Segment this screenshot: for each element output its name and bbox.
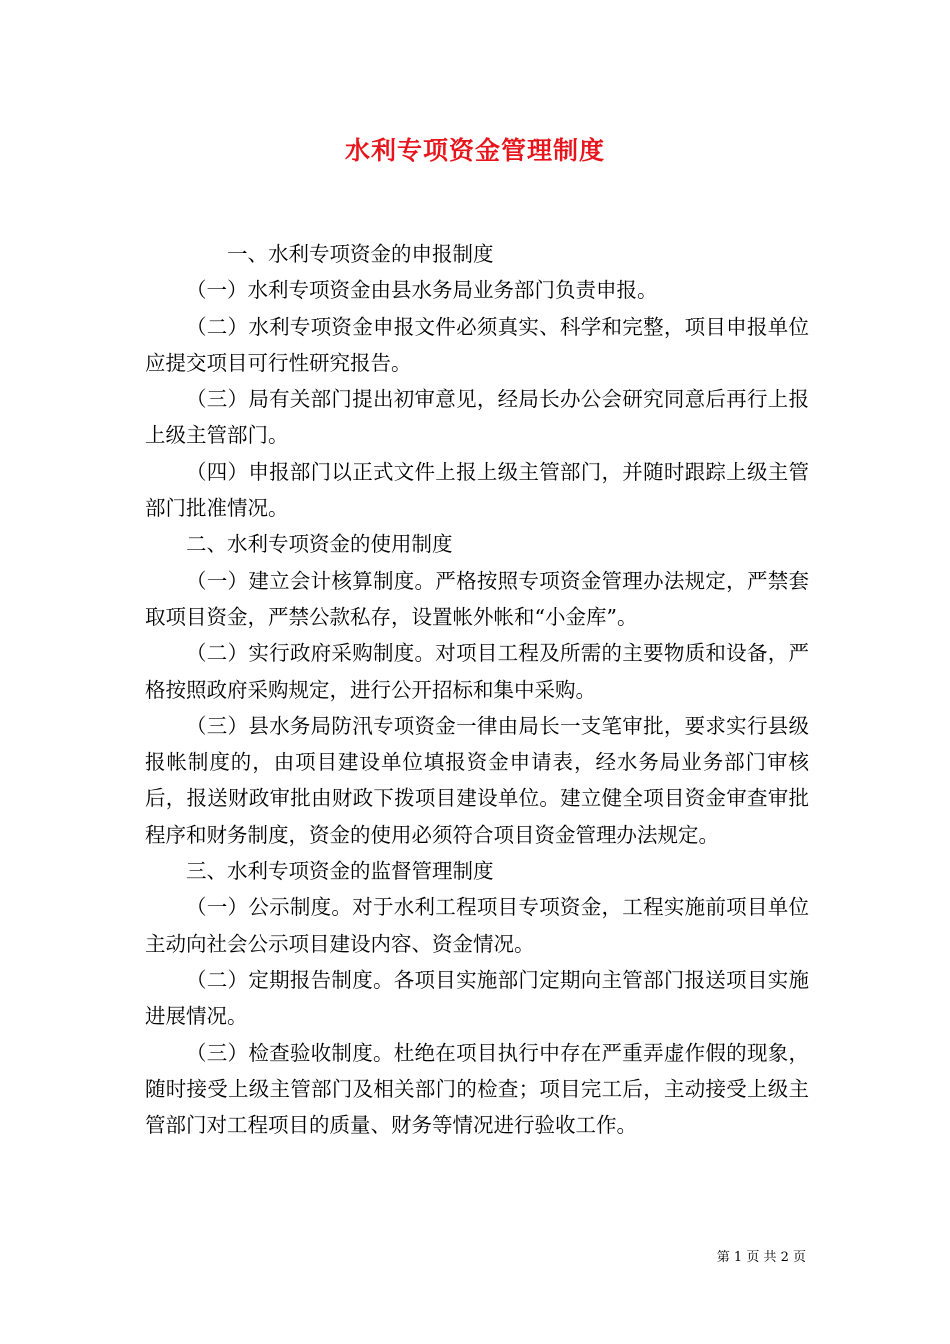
paragraph: （四）申报部门以正式文件上报上级主管部门，并随时跟踪上级主管部门批准情况。 [145,459,809,521]
section-heading-2: 二、水利专项资金的使用制度 [186,532,453,557]
page-number: 第 1 页 共 2 页 [716,1250,806,1265]
section-heading-3: 三、水利专项资金的监督管理制度 [186,859,494,884]
paragraph: （三）县水务局防汛专项资金一律由局长一支笔审批，要求实行县级报帐制度的，由项目建设单位填报资金申请表，经水务局业务部门审核后，报送财政审批由财政下拨项目建设单位。建立健全项目资金审查审批程序和财务制度，资金的使用必须符合项目资金管理办法规定。 [145,713,809,847]
paragraph: （一）公示制度。对于水利工程项目专项资金，工程实施前项目单位主动向社会公示项目建设内容、资金情况。 [145,895,809,956]
paragraph: （三）局有关部门提出初审意见，经局长办公会研究同意后再行上报上级主管部门。 [145,387,809,448]
section-heading-1: 一、水利专项资金的申报制度 [227,242,494,266]
paragraph: （三）检查验收制度。杜绝在项目执行中存在严重弄虚作假的现象，随时接受上级主管部门及相关部门的检查；项目完工后，主动接受上级主管部门对工程项目的质量、财务等情况进行验收工作。 [145,1040,809,1138]
paragraph: （二）实行政府采购制度。对项目工程及所需的主要物质和设备，严格按照政府采购规定，进行公开招标和集中采购。 [145,641,809,702]
paragraph: （二）水利专项资金申报文件必须真实、科学和完整，项目申报单位应提交项目可行性研究报告。 [145,314,809,375]
page-title: 水利专项资金管理制度 [344,136,605,165]
page-footer [717,1246,806,1265]
paragraph: （二）定期报告制度。各项目实施部门定期向主管部门报送项目实施进展情况。 [145,967,809,1029]
document-body [145,236,809,1143]
paragraph: （一）建立会计核算制度。严格按照专项资金管理办法规定，严禁套取项目资金，严禁公款私存，设置帐外帐和“小金库”。 [145,568,809,629]
paragraph: （一）水利专项资金由县水务局业务部门负责申报。 [186,278,658,303]
